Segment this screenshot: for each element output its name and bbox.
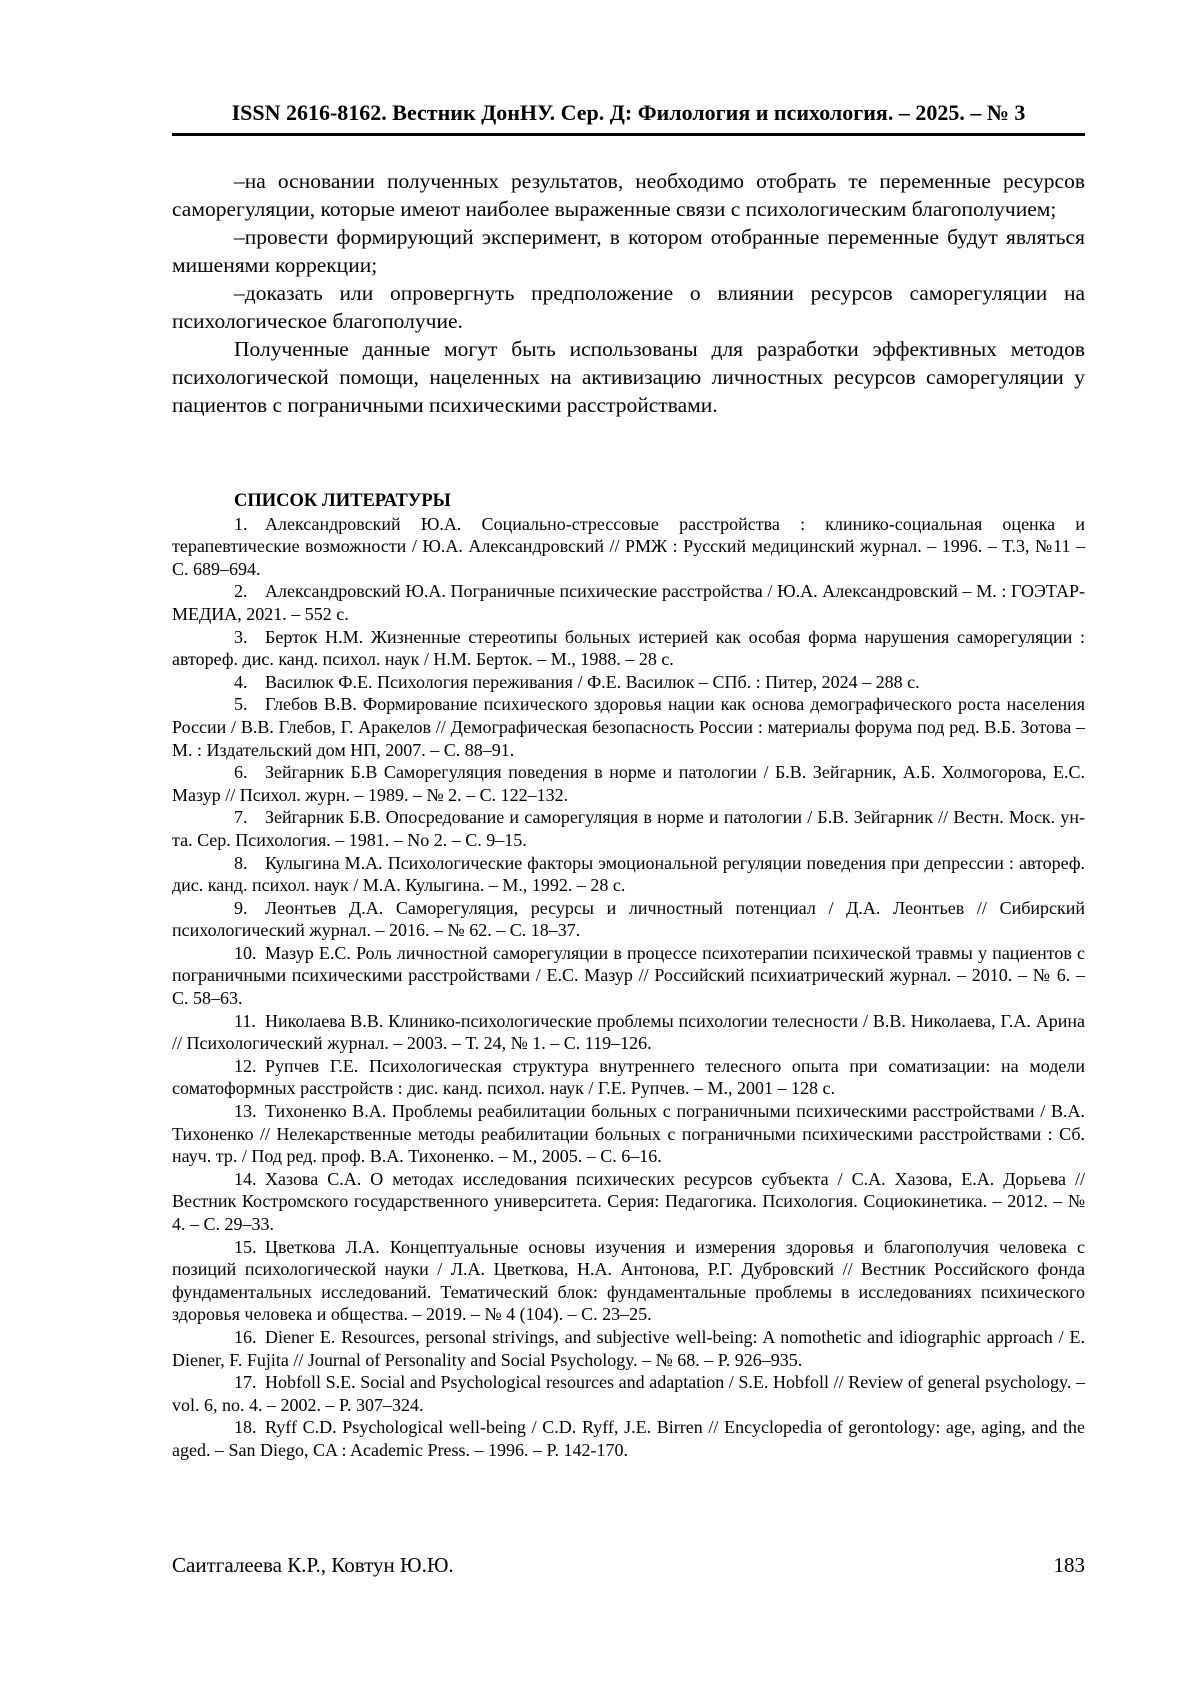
reference-number: 7. [234, 807, 248, 828]
reference-item [172, 1371, 1085, 1416]
body-paragraph: –на основании полученных результатов, необходимо отобрать те переменные ресурсов саморегуляции, которые имеют наиболее выраженные связи с психологическим благополучием; [172, 169, 1085, 221]
reference-number: 17. [234, 1372, 257, 1393]
reference-number: 11. [234, 1010, 256, 1031]
reference-text: Зейгарник Б.В Саморегуляция поведения в норме и патологии / Б.В. Зейгарник, А.Б. Холмогорова, Е.С. Мазур // Психол. журн. – 1989. – № 2. – С. 122–132. [172, 762, 1085, 805]
reference-text: Василюк Ф.Е. Психология переживания / Ф.Е. Василюк – СПб. : Питер, 2024 – 288 с. [265, 671, 920, 692]
reference-item [172, 1168, 1085, 1236]
reference-number: 8. [234, 852, 248, 873]
reference-item [172, 1055, 1085, 1100]
reference-number: 15. [234, 1236, 257, 1257]
reference-item [172, 1236, 1085, 1326]
reference-number: 5. [234, 694, 248, 715]
body-paragraph: –доказать или опровергнуть предположение о влиянии ресурсов саморегуляции на психологическое благополучие. [172, 281, 1085, 333]
reference-text: Кулыгина М.А. Психологические факторы эмоциональной регуляции поведения при депрессии : автореф. дис. канд. психол. наук / М.А. Кулыгина. – М., 1992. – 28 с. [172, 852, 1085, 896]
reference-number: 6. [234, 762, 248, 783]
reference-number: 18. [234, 1417, 257, 1438]
reference-item [172, 580, 1085, 625]
references-heading: СПИСОК ЛИТЕРАТУРЫ [234, 491, 451, 511]
reference-number: 12. [234, 1055, 257, 1076]
footer [172, 1552, 1085, 1578]
reference-number: 14. [234, 1168, 257, 1189]
reference-item [172, 1416, 1085, 1461]
references-list [172, 513, 1085, 1462]
journal-header-text: ISSN 2616-8162. Вестник ДонНУ. Сер. Д: Филология и психология. – 2025. – № 3 [231, 100, 1026, 125]
reference-text: Александровский Ю.А. Пограничные психические расстройства / Ю.А. Александровский – М. : ГОЭТАР-МЕДИА, 2021. – 552 с. [172, 581, 1085, 624]
reference-item [172, 942, 1085, 1010]
reference-text: Глебов В.В. Формирование психического здоровья нации как основа демографического роста населения России / В.В. Глебов, Г. Аракелов // Демографическая безопасность России : материалы форума под ред. В.Б. Зотова – М. : Издательский дом НП, 2007. – С. 88–91. [172, 694, 1085, 760]
reference-item [172, 693, 1085, 761]
reference-text: Hobfoll S.E. Social and Psychological resources and adaptation / S.E. Hobfoll // Review of general psychology. – vol. 6, no. 4. – 2002. – P. 307–324. [172, 1372, 1085, 1415]
reference-item [172, 1326, 1085, 1371]
reference-item [172, 626, 1085, 671]
reference-text: Александровский Ю.А. Социально-стрессовые расстройства : клинико-социальная оценка и терапевтические возможности / Ю.А. Александровский // РМЖ : Русский медицинский журнал. – 1996. – Т.3, №11 – С. 689–694. [172, 513, 1085, 579]
reference-number: 4. [234, 671, 248, 692]
reference-text: Зейгарник Б.В. Опосредование и саморегуляция в норме и патологии / Б.В. Зейгарник // Вестн. Моск. ун-та. Сер. Психология. – 1981. – No 2. – С. 9–15. [172, 807, 1085, 850]
reference-text: Тихоненко В.А. Проблемы реабилитации больных с пограничными психическими расстройствами / В.А. Тихоненко // Нелекарственные методы реабилитации больных с пограничными психическими расстройствами : Сб. науч. тр. / Под ред. проф. В.А. Тихоненко. – М., 2005. – С. 6–16. [172, 1101, 1085, 1167]
reference-number: 2. [234, 581, 248, 602]
reference-item [172, 1100, 1085, 1168]
reference-text: Берток Н.М. Жизненные стереотипы больных истерией как особая форма нарушения саморегуляции : автореф. дис. канд. психол. наук / Н.М. Берток. – М., 1988. – 28 с. [172, 626, 1085, 670]
body-paragraph: –провести формирующий эксперимент, в котором отобранные переменные будут являться мишенями коррекции; [172, 225, 1085, 277]
reference-text: Мазур Е.С. Роль личностной саморегуляции в процессе психотерапии психической травмы у пациентов с пограничными психическими расстройствами / Е.С. Мазур // Российский психиатрический журнал. – 2010. – № 6. – С. 58–63. [172, 942, 1085, 1009]
reference-text: Ryff C.D. Psychological well-being / C.D. Ryff, J.E. Birren // Encyclopedia of gerontology: age, aging, and the aged. – San Diego, CA : Academic Press. – 1996. – P. 142-170. [172, 1417, 1085, 1460]
journal-header [172, 100, 1085, 136]
references-section [172, 490, 1085, 1462]
reference-text: Diener E. Resources, personal strivings, and subjective well-being: A nomothetic and idiographic approach / E. Diener, F. Fujita // Journal of Personality and Social Psychology. – № 68. – P. 926–935. [172, 1326, 1085, 1370]
reference-item [172, 1010, 1085, 1055]
reference-number: 13. [234, 1101, 257, 1122]
reference-number: 10. [234, 942, 257, 963]
footer-authors: Саитгалеева К.Р., Ковтун Ю.Ю. [172, 1553, 454, 1577]
reference-text: Цветкова Л.А. Концептуальные основы изучения и измерения здоровья и благополучия человека с позиций психологической науки / Л.А. Цветкова, Н.А. Антонова, Р.Г. Дубровский // Вестник Российского фонда фундаментальных исследований. Тематический блок: фундаментальные проблемы в исследованиях психического здоровья человека и общества. – 2019. – № 4 (104). – С. 23–25. [172, 1236, 1085, 1325]
reference-text: Хазова С.А. О методах исследования психических ресурсов субъекта / С.А. Хазова, Е.А. Дорьева // Вестник Костромского государственного университета. Серия: Педагогика. Психология. Социокинетика. – 2012. – № 4. – С. 29–33. [172, 1168, 1085, 1234]
reference-item [172, 806, 1085, 851]
reference-text: Николаева В.В. Клинико-психологические проблемы психологии телесности / В.В. Николаева, Г.А. Арина // Психологический журнал. – 2003. – Т. 24, № 1. – С. 119–126. [172, 1010, 1085, 1054]
reference-number: 16. [234, 1326, 257, 1347]
reference-text: Рупчев Г.Е. Психологическая структура внутреннего телесного опыта при соматизации: на модели соматоформных расстройств : дис. канд. психол. наук / Г.Е. Рупчев. – М., 2001 – 128 с. [172, 1055, 1085, 1099]
reference-number: 3. [234, 626, 248, 647]
reference-item [172, 897, 1085, 942]
reference-number: 1. [234, 513, 248, 534]
reference-text: Леонтьев Д.А. Саморегуляция, ресурсы и личностный потенциал / Д.А. Леонтьев // Сибирский психологический журнал. – 2016. – № 62. – С. 18–37. [172, 897, 1085, 941]
body-text-block [172, 167, 1085, 419]
body-paragraph: Полученные данные могут быть использованы для разработки эффективных методов психологической помощи, нацеленных на активизацию личностных ресурсов саморегуляции у пациентов с пограничными психическими расстройствами. [172, 337, 1085, 417]
reference-number: 9. [234, 897, 248, 918]
reference-item [172, 852, 1085, 897]
reference-item [172, 761, 1085, 806]
page-number: 183 [1053, 1553, 1085, 1577]
reference-item [172, 671, 1085, 694]
reference-item [172, 513, 1085, 581]
